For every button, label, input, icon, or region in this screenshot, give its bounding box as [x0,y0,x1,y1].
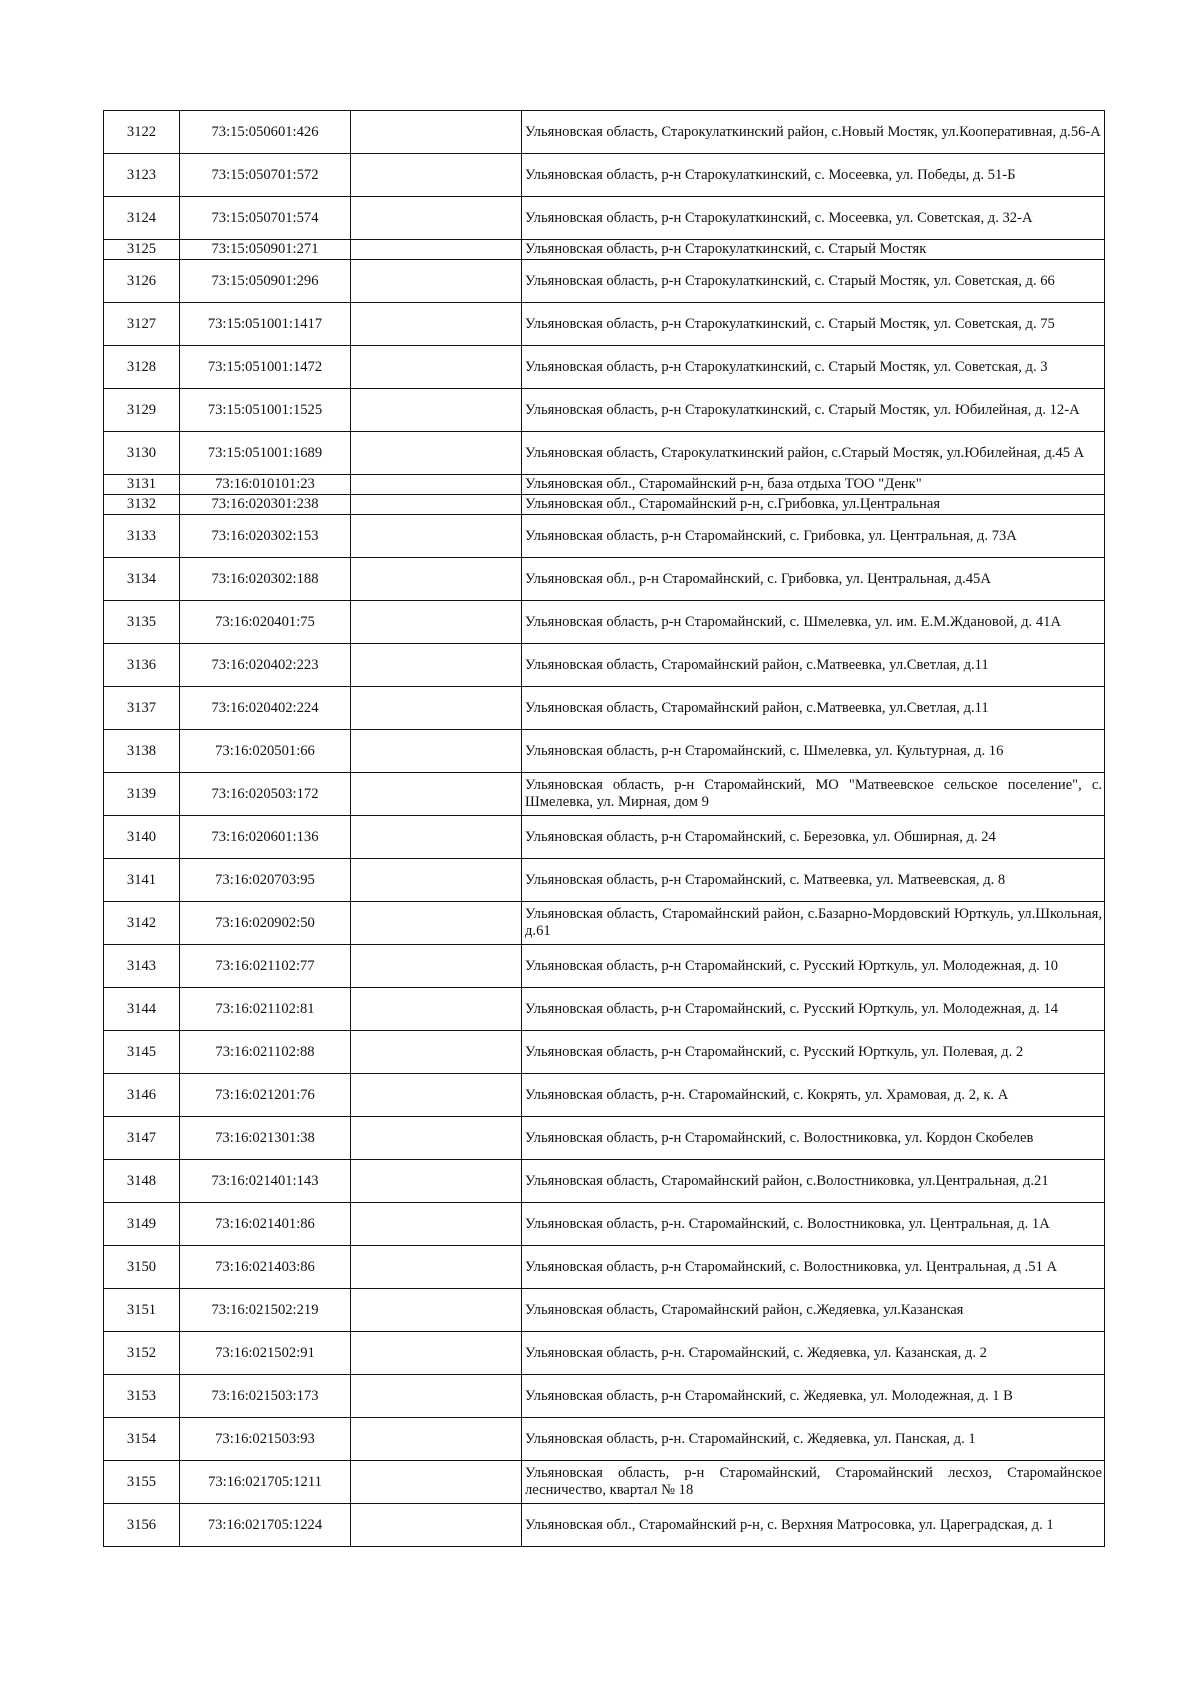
cadastral-number: 73:16:021102:81 [180,988,351,1031]
address: Ульяновская область, Старокулаткинский район, с.Старый Мостяк, ул.Юбилейная, д.45 А [522,432,1105,475]
address: Ульяновская область, Старомайнский район, с.Матвеевка, ул.Светлая, д.11 [522,644,1105,687]
empty-cell [351,1203,522,1246]
address: Ульяновская область, Старокулаткинский район, с.Новый Мостяк, ул.Кооперативная, д.56-А [522,111,1105,154]
cadastral-number: 73:15:050701:572 [180,154,351,197]
address: Ульяновская область, р-н. Старомайнский, с. Кокрять, ул. Храмовая, д. 2, к. А [522,1074,1105,1117]
table-row [104,1289,1105,1332]
row-number: 3144 [104,988,180,1031]
address: Ульяновская область, р-н Старомайнский, с. Русский Юрткуль, ул. Молодежная, д. 14 [522,988,1105,1031]
row-number: 3146 [104,1074,180,1117]
empty-cell [351,1074,522,1117]
cadastral-number: 73:16:020402:224 [180,687,351,730]
cadastral-number: 73:15:050901:296 [180,260,351,303]
row-number: 3126 [104,260,180,303]
address: Ульяновская область, р-н Старомайнский, с. Волостниковка, ул. Центральная, д .51 А [522,1246,1105,1289]
row-number: 3127 [104,303,180,346]
cadastral-number: 73:16:021502:91 [180,1332,351,1375]
empty-cell [351,1375,522,1418]
row-number: 3136 [104,644,180,687]
row-number: 3154 [104,1418,180,1461]
empty-cell [351,1289,522,1332]
address: Ульяновская обл., Старомайнский р-н, база отдыха ТОО "Денк" [522,475,1105,495]
table-row [104,475,1105,495]
address: Ульяновская область, р-н Старомайнский, с. Матвеевка, ул. Матвеевская, д. 8 [522,859,1105,902]
row-number: 3155 [104,1461,180,1504]
table-row [104,1074,1105,1117]
row-number: 3139 [104,773,180,816]
address: Ульяновская область, р-н. Старомайнский, с. Жедяевка, ул. Казанская, д. 2 [522,1332,1105,1375]
empty-cell [351,558,522,601]
address: Ульяновская область, р-н Старокулаткинский, с. Старый Мостяк, ул. Советская, д. 3 [522,346,1105,389]
cadastral-number: 73:16:021201:76 [180,1074,351,1117]
row-number: 3150 [104,1246,180,1289]
cadastral-number: 73:16:021503:173 [180,1375,351,1418]
address: Ульяновская область, р-н Старомайнский, с. Шмелевка, ул. им. Е.М.Ждановой, д. 41А [522,601,1105,644]
table-row [104,389,1105,432]
table-row [104,515,1105,558]
table-row [104,197,1105,240]
table-row [104,495,1105,515]
cadastral-number: 73:15:050601:426 [180,111,351,154]
row-number: 3129 [104,389,180,432]
table-row [104,1203,1105,1246]
row-number: 3135 [104,601,180,644]
table-row [104,558,1105,601]
cadastral-number: 73:16:020302:153 [180,515,351,558]
cadastral-number: 73:16:020302:188 [180,558,351,601]
address: Ульяновская обл., р-н Старомайнский, с. Грибовка, ул. Центральная, д.45А [522,558,1105,601]
address: Ульяновская область, Старомайнский район, с.Матвеевка, ул.Светлая, д.11 [522,687,1105,730]
empty-cell [351,389,522,432]
empty-cell [351,111,522,154]
row-number: 3140 [104,816,180,859]
empty-cell [351,197,522,240]
cadastral-number: 73:16:021503:93 [180,1418,351,1461]
address: Ульяновская область, р-н Старомайнский, с. Шмелевка, ул. Культурная, д. 16 [522,730,1105,773]
empty-cell [351,816,522,859]
empty-cell [351,432,522,475]
table-row [104,1031,1105,1074]
row-number: 3149 [104,1203,180,1246]
address: Ульяновская область, Старомайнский район, с.Волостниковка, ул.Центральная, д.21 [522,1160,1105,1203]
address: Ульяновская область, р-н Старокулаткинский, с. Мосеевка, ул. Победы, д. 51-Б [522,154,1105,197]
empty-cell [351,1031,522,1074]
row-number: 3130 [104,432,180,475]
table-row [104,432,1105,475]
address: Ульяновская область, р-н Старокулаткинский, с. Старый Мостяк, ул. Юбилейная, д. 12-А [522,389,1105,432]
cadastral-number: 73:16:020902:50 [180,902,351,945]
table-row [104,730,1105,773]
table-row [104,240,1105,260]
address: Ульяновская область, р-н Старомайнский, с. Жедяевка, ул. Молодежная, д. 1 В [522,1375,1105,1418]
empty-cell [351,687,522,730]
cadastral-number: 73:16:021301:38 [180,1117,351,1160]
cadastral-number: 73:16:020703:95 [180,859,351,902]
address: Ульяновская область, р-н Старомайнский, с. Березовка, ул. Обширная, д. 24 [522,816,1105,859]
row-number: 3133 [104,515,180,558]
row-number: 3132 [104,495,180,515]
cadastral-number: 73:16:020503:172 [180,773,351,816]
empty-cell [351,1160,522,1203]
table-row [104,346,1105,389]
table-row [104,260,1105,303]
row-number: 3134 [104,558,180,601]
table-row [104,859,1105,902]
empty-cell [351,240,522,260]
address: Ульяновская область, р-н Старомайнский, с. Русский Юрткуль, ул. Полевая, д. 2 [522,1031,1105,1074]
empty-cell [351,1332,522,1375]
address: Ульяновская область, р-н Старомайнский, с. Волостниковка, ул. Кордон Скобелев [522,1117,1105,1160]
row-number: 3125 [104,240,180,260]
address: Ульяновская область, р-н Старомайнский, с. Грибовка, ул. Центральная, д. 73А [522,515,1105,558]
table-row [104,902,1105,945]
cadastral-number: 73:16:020601:136 [180,816,351,859]
empty-cell [351,945,522,988]
cadastral-number: 73:16:021502:219 [180,1289,351,1332]
table-row [104,687,1105,730]
cadastral-number: 73:16:021705:1211 [180,1461,351,1504]
row-number: 3152 [104,1332,180,1375]
empty-cell [351,601,522,644]
row-number: 3128 [104,346,180,389]
address: Ульяновская обл., Старомайнский р-н, с. Верхняя Матросовка, ул. Цареградская, д. 1 [522,1504,1105,1547]
empty-cell [351,1461,522,1504]
cadastral-number: 73:15:051001:1472 [180,346,351,389]
empty-cell [351,1246,522,1289]
row-number: 3151 [104,1289,180,1332]
table-row [104,644,1105,687]
table-body [104,111,1105,1547]
table-row [104,773,1105,816]
cadastral-number: 73:15:050701:574 [180,197,351,240]
row-number: 3123 [104,154,180,197]
table-row [104,816,1105,859]
empty-cell [351,303,522,346]
address: Ульяновская область, р-н Старомайнский, Старомайнский лесхоз, Старомайнское лесничество, квартал № 18 [522,1461,1105,1504]
empty-cell [351,515,522,558]
row-number: 3141 [104,859,180,902]
row-number: 3122 [104,111,180,154]
address: Ульяновская область, р-н. Старомайнский, с. Волостниковка, ул. Центральная, д. 1А [522,1203,1105,1246]
table-row [104,1418,1105,1461]
address: Ульяновская область, р-н Старомайнский, с. Русский Юрткуль, ул. Молодежная, д. 10 [522,945,1105,988]
empty-cell [351,988,522,1031]
address: Ульяновская обл., Старомайнский р-н, с.Грибовка, ул.Центральная [522,495,1105,515]
cadastral-number: 73:15:051001:1689 [180,432,351,475]
address: Ульяновская область, р-н Старокулаткинский, с. Старый Мостяк, ул. Советская, д. 75 [522,303,1105,346]
table-row [104,945,1105,988]
empty-cell [351,1117,522,1160]
cadastral-number: 73:16:021102:77 [180,945,351,988]
address: Ульяновская область, р-н Старокулаткинский, с. Старый Мостяк, ул. Советская, д. 66 [522,260,1105,303]
empty-cell [351,475,522,495]
cadastral-number: 73:16:010101:23 [180,475,351,495]
cadastral-number: 73:15:050901:271 [180,240,351,260]
empty-cell [351,260,522,303]
table-row [104,1246,1105,1289]
empty-cell [351,346,522,389]
row-number: 3137 [104,687,180,730]
row-number: 3153 [104,1375,180,1418]
table-row [104,1375,1105,1418]
empty-cell [351,644,522,687]
row-number: 3156 [104,1504,180,1547]
address: Ульяновская область, Старомайнский район, с.Базарно-Мордовский Юрткуль, ул.Школьная, д.61 [522,902,1105,945]
cadastral-number: 73:16:021705:1224 [180,1504,351,1547]
empty-cell [351,1418,522,1461]
address: Ульяновская область, р-н Старокулаткинский, с. Мосеевка, ул. Советская, д. 32-А [522,197,1105,240]
address: Ульяновская область, р-н Старомайнский, МО "Матвеевское сельское поселение", с. Шмелевка, ул. Мирная, дом 9 [522,773,1105,816]
table-row [104,601,1105,644]
address: Ульяновская область, р-н Старокулаткинский, с. Старый Мостяк [522,240,1105,260]
cadastral-number: 73:15:051001:1417 [180,303,351,346]
table-row [104,1160,1105,1203]
address: Ульяновская область, Старомайнский район, с.Жедяевка, ул.Казанская [522,1289,1105,1332]
table-row [104,111,1105,154]
row-number: 3145 [104,1031,180,1074]
cadastral-number: 73:16:021403:86 [180,1246,351,1289]
table-row [104,988,1105,1031]
empty-cell [351,730,522,773]
table-row [104,1117,1105,1160]
cadastral-number: 73:16:021401:143 [180,1160,351,1203]
empty-cell [351,773,522,816]
cadastral-number: 73:16:020401:75 [180,601,351,644]
cadastral-number: 73:16:020301:238 [180,495,351,515]
empty-cell [351,1504,522,1547]
cadastral-number: 73:15:051001:1525 [180,389,351,432]
row-number: 3131 [104,475,180,495]
empty-cell [351,902,522,945]
row-number: 3147 [104,1117,180,1160]
land-plots-table [103,110,1105,1547]
row-number: 3143 [104,945,180,988]
table-row [104,1504,1105,1547]
cadastral-number: 73:16:021102:88 [180,1031,351,1074]
cadastral-number: 73:16:021401:86 [180,1203,351,1246]
table-row [104,1332,1105,1375]
empty-cell [351,495,522,515]
row-number: 3124 [104,197,180,240]
row-number: 3148 [104,1160,180,1203]
empty-cell [351,859,522,902]
table-row [104,303,1105,346]
cadastral-number: 73:16:020501:66 [180,730,351,773]
cadastral-number: 73:16:020402:223 [180,644,351,687]
address: Ульяновская область, р-н. Старомайнский, с. Жедяевка, ул. Панская, д. 1 [522,1418,1105,1461]
row-number: 3138 [104,730,180,773]
row-number: 3142 [104,902,180,945]
table-row [104,154,1105,197]
empty-cell [351,154,522,197]
table-row [104,1461,1105,1504]
